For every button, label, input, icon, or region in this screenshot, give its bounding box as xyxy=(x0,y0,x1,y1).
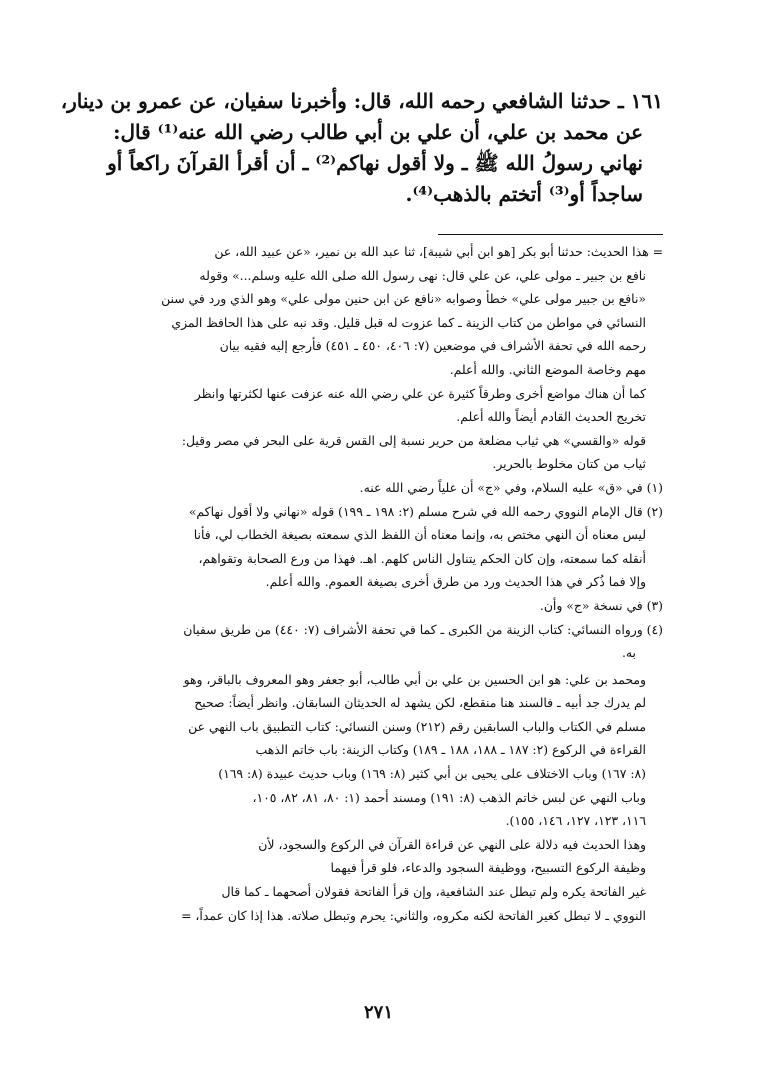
footnote-line: النووي ـ لا تبطل كغير الفاتحة لكنه مكروه، والثاني: يحرم وتبطل صلاته. هذا إذا كان عمداً، = xyxy=(181,907,646,923)
footnote-line: تخريج الحديث القادم أيضاً والله أعلم. xyxy=(456,409,646,425)
footnote-line: مسلم في الكتاب والباب السابقين رقم (٢١٢) وسنن النسائي: كتاب التطبيق باب النهي عن xyxy=(188,718,646,734)
footnote-line: (٢) قال الإمام النووي رحمه الله في شرح مسلم (٢: ١٩٨ ـ ١٩٩) قوله «نهاني ولا أقول نهاكم» xyxy=(188,503,663,519)
hadith-line: عن محمد بن علي، أن علي بن أبي طالب رضي الله عنه⁽¹⁾ قال: xyxy=(113,120,643,144)
hadith-text xyxy=(60,86,663,210)
footnote-line: رحمه الله في تحفة الأشراف في موضعين (٧: ٤٠٦، ٤٥٠ ـ ٤٥١) فأرجع إليه فقيه بيان xyxy=(219,338,646,354)
footnote-line: = هذا الحديث: حدثنا أبو بكر [هو ابن أبي شيبة]، ثنا عبد الله بن نمير، «عن عبيد الله، عن xyxy=(214,244,663,259)
footnote-line: كما أن هناك مواضع أخرى وطرقاً كثيرة عن علي رضي الله عنه عزفت عنها لكثرتها وانظر xyxy=(194,385,646,401)
footnote-separator xyxy=(438,234,663,235)
footnote-line: ثياب من كتان مخلوط بالحرير. xyxy=(492,456,646,472)
footnote-line: (٤) ورواه النسائي: كتاب الزينة من الكبرى ـ كما في تحفة الأشراف (٧: ٤٤٠) من طريق سفيان xyxy=(183,621,663,637)
footnote-line: قوله «والقسي» هي ثياب مضلعة من حرير نسبة إلى القس قرية على البحر في مصر وقيل: xyxy=(181,432,646,448)
footnotes xyxy=(57,240,663,927)
footnote-line: وهذا الحديث فيه دلالة على النهي عن قراءة القرآن في الركوع والسجود، لأن xyxy=(258,836,646,852)
footnote-line: وباب النهي عن لبس خاتم الذهب (٨: ١٩١) ومسند أحمد (١: ٨٠، ٨١، ٨٢، ١٠٥، xyxy=(252,789,646,805)
footnote-line: ومحمد بن علي: هو ابن الحسين بن علي بن أبي طالب، أبو جعفر وهو المعروف بالباقر، وهو xyxy=(183,671,646,687)
footnote-line: غير الفاتحة يكره ولم تبطل عند الشافعية، وإن قرأ الفاتحة فقولان أصحهما ـ كما قال xyxy=(221,884,646,900)
footnote-line: وإلا فما ذُكر في هذا الحديث ورد من طرق أخرى بصيغة العموم. والله أعلم. xyxy=(265,574,646,590)
footnote-line: (٨: ١٦٧) وباب الاختلاف على يحيى بن أبي كثير (٨: ١٦٩) وباب حديث عبيدة (٨: ١٦٩) xyxy=(218,766,646,782)
footnote-line: أنقله كما سمعته، وإن كان الحكم يتناول الناس كلهم. اهـ. فهذا من ورع الصحابة وتقواهم، xyxy=(198,550,646,566)
hadith-line: نهاني رسولُ الله ﷺ ـ ولا أقول نهاكم⁽²⁾ ـ أن أقرأ القرآنَ راكعاً أو xyxy=(107,151,643,175)
footnote-line: (٣) في نسخة «ج» وأن. xyxy=(539,597,663,613)
hadith-line: ١٦١ ـ حدثنا الشافعي رحمه الله، قال: وأخبرنا سفيان، عن عمرو بن دينار، xyxy=(60,89,663,113)
footnote-line: به. xyxy=(621,645,636,661)
hadith-line: ساجداً أو⁽³⁾ أتختم بالذهب⁽⁴⁾. xyxy=(405,182,643,206)
footnote-line: لم يدرك جد أبيه ـ فالسند هنا منقطع، لكن يشهد له الحديثان السابقان. وانظر أيضاً: صحيح xyxy=(194,695,646,711)
footnote-line: (١) في «ق» عليه السلام، وفي «ج» أن علياً رضي الله عنه. xyxy=(359,479,663,495)
footnote-line: نافع بن جبير ـ مولى علي، عن علي قال: نهى رسول الله صلى الله عليه وسلم...» وقوله xyxy=(199,267,646,283)
footnote-line: ١١٦، ١٢٣، ١٢٧، ١٤٦، ١٥٥). xyxy=(505,813,646,829)
footnote-line: وظيفة الركوع التسبيح، ووظيفة السجود والدعاء، فلو قرأ فيهما xyxy=(330,860,646,876)
footnote-line: مهم وخاصة الموضع الثاني. والله أعلم. xyxy=(449,361,646,377)
page-number: ٢٧١ xyxy=(363,1002,393,1023)
footnote-line: القراءة في الركوع (٢: ١٨٧ ـ ١٨٨، ١٨٨ ـ ١٨٩) وكتاب الزينة: باب خاتم الذهب xyxy=(255,742,646,758)
footnote-line: النسائي في مواطن من كتاب الزينة ـ كما عزوت له قبل قليل. وقد نبه على هذا الحافظ المزي xyxy=(171,314,646,330)
footnote-line: «نافع بن جبير مولى علي» خطأ وصوابه «نافع عن ابن حنين مولى علي» وهو الذي ورد في سنن xyxy=(161,291,646,307)
footnote-line: ليس معناه أن النهي مختص به، وإنما معناه أن اللفظ الذي سمعته بصيغة الخطاب لي، فأنا xyxy=(193,527,646,543)
